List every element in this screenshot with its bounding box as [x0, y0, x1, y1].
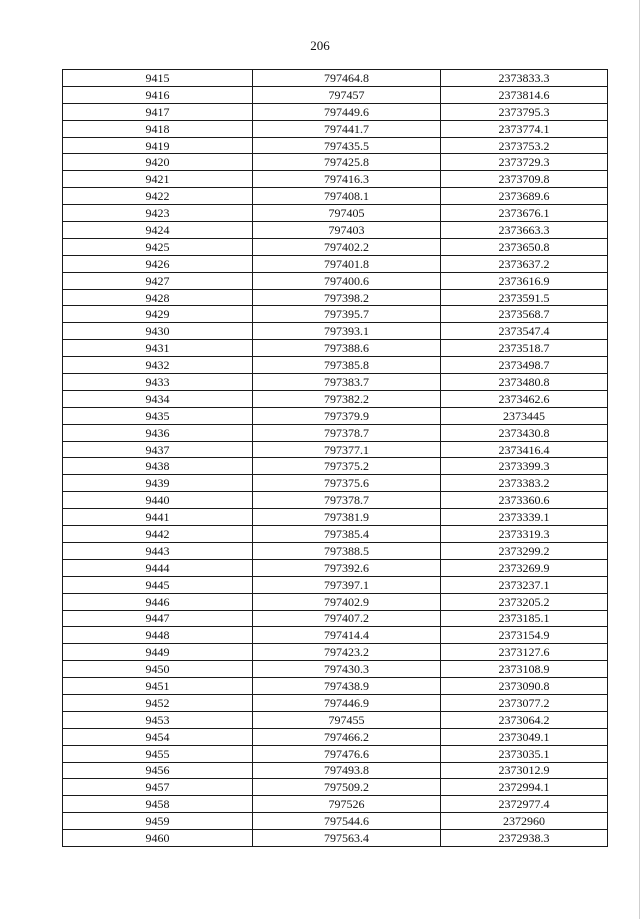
x-coordinate-cell: 797457 — [253, 86, 441, 103]
table-row — [63, 255, 608, 272]
x-coordinate-cell: 797423.2 — [253, 644, 441, 661]
x-coordinate-cell: 797441.7 — [253, 120, 441, 137]
point-id-cell: 9433 — [63, 374, 253, 391]
table-row — [63, 306, 608, 323]
table-row — [63, 272, 608, 289]
x-coordinate-cell: 797403 — [253, 222, 441, 239]
y-coordinate-cell: 2373035.1 — [441, 745, 608, 762]
x-coordinate-cell: 797476.6 — [253, 745, 441, 762]
y-coordinate-cell: 2373518.7 — [441, 340, 608, 357]
point-id-cell: 9428 — [63, 289, 253, 306]
x-coordinate-cell: 797379.9 — [253, 407, 441, 424]
y-coordinate-cell: 2373269.9 — [441, 559, 608, 576]
table-row — [63, 137, 608, 154]
table-row — [63, 289, 608, 306]
coordinates-table-body — [63, 70, 608, 847]
table-row — [63, 120, 608, 137]
point-id-cell: 9424 — [63, 222, 253, 239]
point-id-cell: 9460 — [63, 830, 253, 847]
point-id-cell: 9447 — [63, 610, 253, 627]
y-coordinate-cell: 2373154.9 — [441, 627, 608, 644]
table-row — [63, 779, 608, 796]
table-row — [63, 492, 608, 509]
point-id-cell: 9456 — [63, 762, 253, 779]
y-coordinate-cell: 2373480.8 — [441, 374, 608, 391]
y-coordinate-cell: 2373616.9 — [441, 272, 608, 289]
x-coordinate-cell: 797377.1 — [253, 441, 441, 458]
point-id-cell: 9457 — [63, 779, 253, 796]
point-id-cell: 9420 — [63, 154, 253, 171]
y-coordinate-cell: 2373090.8 — [441, 678, 608, 695]
table-row — [63, 238, 608, 255]
table-row — [63, 86, 608, 103]
table-row — [63, 509, 608, 526]
y-coordinate-cell: 2373445 — [441, 407, 608, 424]
table-row — [63, 694, 608, 711]
x-coordinate-cell: 797455 — [253, 711, 441, 728]
x-coordinate-cell: 797381.9 — [253, 509, 441, 526]
point-id-cell: 9415 — [63, 70, 253, 87]
point-id-cell: 9432 — [63, 357, 253, 374]
y-coordinate-cell: 2373568.7 — [441, 306, 608, 323]
x-coordinate-cell: 797544.6 — [253, 813, 441, 830]
x-coordinate-cell: 797466.2 — [253, 728, 441, 745]
x-coordinate-cell: 797416.3 — [253, 171, 441, 188]
table-row — [63, 171, 608, 188]
x-coordinate-cell: 797408.1 — [253, 188, 441, 205]
table-row — [63, 610, 608, 627]
table-row — [63, 644, 608, 661]
y-coordinate-cell: 2373416.4 — [441, 441, 608, 458]
point-id-cell: 9452 — [63, 694, 253, 711]
x-coordinate-cell: 797414.4 — [253, 627, 441, 644]
table-row — [63, 728, 608, 745]
y-coordinate-cell: 2373547.4 — [441, 323, 608, 340]
point-id-cell: 9437 — [63, 441, 253, 458]
point-id-cell: 9436 — [63, 424, 253, 441]
y-coordinate-cell: 2373064.2 — [441, 711, 608, 728]
x-coordinate-cell: 797425.8 — [253, 154, 441, 171]
y-coordinate-cell: 2373383.2 — [441, 475, 608, 492]
x-coordinate-cell: 797388.5 — [253, 542, 441, 559]
y-coordinate-cell: 2373077.2 — [441, 694, 608, 711]
table-row — [63, 711, 608, 728]
y-coordinate-cell: 2373399.3 — [441, 458, 608, 475]
y-coordinate-cell: 2373795.3 — [441, 103, 608, 120]
x-coordinate-cell: 797464.8 — [253, 70, 441, 87]
y-coordinate-cell: 2373339.1 — [441, 509, 608, 526]
point-id-cell: 9418 — [63, 120, 253, 137]
y-coordinate-cell: 2373430.8 — [441, 424, 608, 441]
y-coordinate-cell: 2373729.3 — [441, 154, 608, 171]
y-coordinate-cell: 2372977.4 — [441, 796, 608, 813]
x-coordinate-cell: 797435.5 — [253, 137, 441, 154]
point-id-cell: 9431 — [63, 340, 253, 357]
x-coordinate-cell: 797401.8 — [253, 255, 441, 272]
point-id-cell: 9419 — [63, 137, 253, 154]
point-id-cell: 9445 — [63, 576, 253, 593]
table-row — [63, 103, 608, 120]
x-coordinate-cell: 797400.6 — [253, 272, 441, 289]
table-row — [63, 661, 608, 678]
y-coordinate-cell: 2373591.5 — [441, 289, 608, 306]
x-coordinate-cell: 797397.1 — [253, 576, 441, 593]
point-id-cell: 9438 — [63, 458, 253, 475]
x-coordinate-cell: 797402.2 — [253, 238, 441, 255]
point-id-cell: 9458 — [63, 796, 253, 813]
x-coordinate-cell: 797509.2 — [253, 779, 441, 796]
x-coordinate-cell: 797375.2 — [253, 458, 441, 475]
y-coordinate-cell: 2373462.6 — [441, 390, 608, 407]
x-coordinate-cell: 797402.9 — [253, 593, 441, 610]
point-id-cell: 9453 — [63, 711, 253, 728]
x-coordinate-cell: 797385.4 — [253, 526, 441, 543]
y-coordinate-cell: 2373814.6 — [441, 86, 608, 103]
y-coordinate-cell: 2372994.1 — [441, 779, 608, 796]
y-coordinate-cell: 2373774.1 — [441, 120, 608, 137]
table-row — [63, 188, 608, 205]
x-coordinate-cell: 797392.6 — [253, 559, 441, 576]
x-coordinate-cell: 797375.6 — [253, 475, 441, 492]
table-row — [63, 627, 608, 644]
table-row — [63, 542, 608, 559]
point-id-cell: 9450 — [63, 661, 253, 678]
y-coordinate-cell: 2373833.3 — [441, 70, 608, 87]
table-row — [63, 576, 608, 593]
table-row — [63, 762, 608, 779]
table-row — [63, 830, 608, 847]
point-id-cell: 9449 — [63, 644, 253, 661]
table-row — [63, 70, 608, 87]
table-row — [63, 745, 608, 762]
point-id-cell: 9448 — [63, 627, 253, 644]
y-coordinate-cell: 2373319.3 — [441, 526, 608, 543]
y-coordinate-cell: 2373637.2 — [441, 255, 608, 272]
y-coordinate-cell: 2373299.2 — [441, 542, 608, 559]
y-coordinate-cell: 2373127.6 — [441, 644, 608, 661]
point-id-cell: 9459 — [63, 813, 253, 830]
table-row — [63, 407, 608, 424]
table-row — [63, 374, 608, 391]
table-row — [63, 205, 608, 222]
x-coordinate-cell: 797563.4 — [253, 830, 441, 847]
x-coordinate-cell: 797378.7 — [253, 492, 441, 509]
x-coordinate-cell: 797382.2 — [253, 390, 441, 407]
y-coordinate-cell: 2373012.9 — [441, 762, 608, 779]
x-coordinate-cell: 797388.6 — [253, 340, 441, 357]
y-coordinate-cell: 2373360.6 — [441, 492, 608, 509]
x-coordinate-cell: 797395.7 — [253, 306, 441, 323]
y-coordinate-cell: 2373650.8 — [441, 238, 608, 255]
table-row — [63, 678, 608, 695]
table-row — [63, 796, 608, 813]
page-number: 206 — [310, 38, 330, 53]
point-id-cell: 9441 — [63, 509, 253, 526]
y-coordinate-cell: 2373205.2 — [441, 593, 608, 610]
point-id-cell: 9427 — [63, 272, 253, 289]
x-coordinate-cell: 797430.3 — [253, 661, 441, 678]
x-coordinate-cell: 797385.8 — [253, 357, 441, 374]
table-row — [63, 154, 608, 171]
y-coordinate-cell: 2373753.2 — [441, 137, 608, 154]
y-coordinate-cell: 2373676.1 — [441, 205, 608, 222]
x-coordinate-cell: 797438.9 — [253, 678, 441, 695]
point-id-cell: 9440 — [63, 492, 253, 509]
point-id-cell: 9421 — [63, 171, 253, 188]
y-coordinate-cell: 2373689.6 — [441, 188, 608, 205]
table-row — [63, 593, 608, 610]
y-coordinate-cell: 2373108.9 — [441, 661, 608, 678]
point-id-cell: 9455 — [63, 745, 253, 762]
point-id-cell: 9417 — [63, 103, 253, 120]
y-coordinate-cell: 2373237.1 — [441, 576, 608, 593]
x-coordinate-cell: 797493.8 — [253, 762, 441, 779]
point-id-cell: 9425 — [63, 238, 253, 255]
point-id-cell: 9430 — [63, 323, 253, 340]
point-id-cell: 9451 — [63, 678, 253, 695]
table-row — [63, 222, 608, 239]
point-id-cell: 9446 — [63, 593, 253, 610]
point-id-cell: 9422 — [63, 188, 253, 205]
table-row — [63, 424, 608, 441]
y-coordinate-cell: 2373498.7 — [441, 357, 608, 374]
table-row — [63, 340, 608, 357]
x-coordinate-cell: 797407.2 — [253, 610, 441, 627]
x-coordinate-cell: 797393.1 — [253, 323, 441, 340]
x-coordinate-cell: 797449.6 — [253, 103, 441, 120]
x-coordinate-cell: 797378.7 — [253, 424, 441, 441]
table-row — [63, 441, 608, 458]
point-id-cell: 9435 — [63, 407, 253, 424]
x-coordinate-cell: 797383.7 — [253, 374, 441, 391]
point-id-cell: 9423 — [63, 205, 253, 222]
table-row — [63, 323, 608, 340]
y-coordinate-cell: 2372938.3 — [441, 830, 608, 847]
point-id-cell: 9434 — [63, 390, 253, 407]
table-row — [63, 559, 608, 576]
point-id-cell: 9444 — [63, 559, 253, 576]
y-coordinate-cell: 2373185.1 — [441, 610, 608, 627]
table-row — [63, 475, 608, 492]
y-coordinate-cell: 2373663.3 — [441, 222, 608, 239]
table-row — [63, 526, 608, 543]
point-id-cell: 9454 — [63, 728, 253, 745]
point-id-cell: 9443 — [63, 542, 253, 559]
y-coordinate-cell: 2373709.8 — [441, 171, 608, 188]
point-id-cell: 9416 — [63, 86, 253, 103]
point-id-cell: 9426 — [63, 255, 253, 272]
coordinates-table — [62, 69, 608, 847]
point-id-cell: 9439 — [63, 475, 253, 492]
table-row — [63, 390, 608, 407]
table-row — [63, 458, 608, 475]
table-row — [63, 813, 608, 830]
x-coordinate-cell: 797526 — [253, 796, 441, 813]
point-id-cell: 9429 — [63, 306, 253, 323]
x-coordinate-cell: 797398.2 — [253, 289, 441, 306]
x-coordinate-cell: 797405 — [253, 205, 441, 222]
y-coordinate-cell: 2372960 — [441, 813, 608, 830]
point-id-cell: 9442 — [63, 526, 253, 543]
y-coordinate-cell: 2373049.1 — [441, 728, 608, 745]
table-row — [63, 357, 608, 374]
x-coordinate-cell: 797446.9 — [253, 694, 441, 711]
